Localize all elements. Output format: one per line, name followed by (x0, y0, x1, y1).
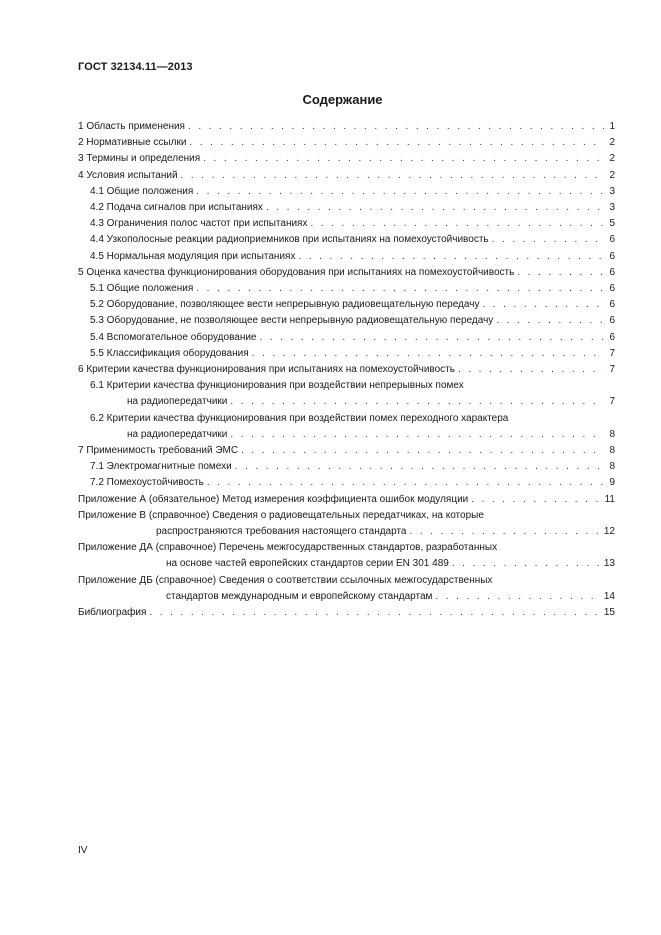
leader-dots (189, 135, 604, 151)
toc-entry-4-2[interactable] (78, 200, 615, 216)
toc-entry-label-line1: Приложение В (справочное) Сведения о радиовещательных передатчиках, на которые (78, 509, 484, 521)
toc-entry-label: Приложение А (обязательное) Метод измерения коэффициента ошибок модуляции (78, 493, 469, 505)
leader-dots (409, 524, 600, 540)
toc-entry-label: 7.2 Помехоустойчивость (90, 477, 204, 489)
toc-entry-5[interactable] (78, 265, 615, 281)
toc-entry-label: 4.5 Нормальная модуляция при испытаниях (90, 250, 296, 262)
table-of-contents (78, 119, 615, 621)
toc-entry-appendix-b[interactable] (78, 508, 615, 540)
leader-dots (482, 297, 604, 313)
toc-entry-label-line2: на основе частей европейских стандартов серии EN 301 489 (166, 558, 449, 570)
leader-dots (181, 168, 604, 184)
toc-entry-label: 5.4 Вспомогательное оборудование (90, 331, 257, 343)
leader-dots (230, 427, 604, 443)
toc-entry-page: 9 (609, 477, 615, 489)
toc-entry-page: 6 (609, 283, 615, 295)
toc-entry-page: 6 (609, 234, 615, 246)
toc-entry-page: 2 (609, 169, 615, 181)
toc-entry-label: 7 Применимость требований ЭМС (78, 445, 239, 457)
leader-dots (196, 184, 604, 200)
toc-entry-label-line2: на радиопередатчики (127, 428, 228, 440)
toc-entry-label: 5.3 Оборудование, не позволяющее вести непрерывную радиовещательную передачу (90, 315, 494, 327)
leader-dots (241, 443, 604, 459)
toc-entry-label: 4.4 Узкополосные реакции радиоприемников при испытаниях на помехоустойчивость (90, 234, 489, 246)
toc-entry-bibliography[interactable] (78, 605, 615, 621)
toc-title: Содержание (302, 92, 383, 107)
toc-entry-page: 13 (603, 558, 615, 570)
toc-entry-label: 6 Критерии качества функционирования при испытаниях на помехоустойчивость (78, 364, 455, 376)
toc-entry-page: 6 (609, 315, 615, 327)
toc-entry-page: 6 (609, 266, 615, 278)
toc-entry-page: 5 (609, 218, 615, 230)
leader-dots (266, 200, 604, 216)
leader-dots (492, 232, 604, 248)
toc-entry-1[interactable] (78, 119, 615, 135)
toc-entry-label-line2: распространяются требования настоящего стандарта (156, 526, 407, 538)
toc-entry-page: 8 (609, 445, 615, 457)
leader-dots (207, 475, 604, 491)
toc-entry-label: 5 Оценка качества функционирования оборудования при испытаниях на помехоустойчивость (78, 266, 515, 278)
leader-dots (203, 151, 604, 167)
toc-entry-6-1[interactable] (78, 378, 615, 410)
toc-entry-page: 15 (603, 607, 615, 619)
toc-entry-2[interactable] (78, 135, 615, 151)
leader-dots (230, 394, 604, 410)
toc-entry-page: 2 (609, 153, 615, 165)
toc-entry-label: 5.5 Классификация оборудования (90, 347, 249, 359)
toc-entry-page: 12 (603, 526, 615, 538)
document-id: ГОСТ 32134.11—2013 (78, 61, 193, 73)
toc-entry-4-4[interactable] (78, 232, 615, 248)
toc-entry-page: 7 (609, 396, 615, 408)
toc-entry-page: 6 (609, 250, 615, 262)
toc-entry-label: 5.2 Оборудование, позволяющее вести непрерывную радиовещательную передачу (90, 299, 480, 311)
toc-entry-6[interactable] (78, 362, 615, 378)
toc-entry-appendix-da[interactable] (78, 540, 615, 572)
toc-entry-5-3[interactable] (78, 313, 615, 329)
leader-dots (458, 362, 604, 378)
toc-entry-page: 11 (604, 493, 615, 505)
toc-entry-label: 3 Термины и определения (78, 153, 201, 165)
toc-entry-appendix-db[interactable] (78, 573, 615, 605)
toc-entry-page: 1 (609, 121, 615, 132)
leader-dots (496, 313, 604, 329)
toc-entry-page: 8 (609, 428, 615, 440)
toc-entry-5-2[interactable] (78, 297, 615, 313)
toc-entry-5-1[interactable] (78, 281, 615, 297)
toc-entry-7-1[interactable] (78, 459, 615, 475)
toc-entry-page: 3 (609, 185, 615, 197)
toc-entry-label: 2 Нормативные ссылки (78, 137, 187, 149)
toc-entry-label: Библиография (78, 607, 147, 619)
leader-dots (260, 330, 605, 346)
toc-entry-page: 3 (609, 202, 615, 214)
toc-entry-appendix-a[interactable] (78, 492, 615, 508)
toc-entry-page: 7 (609, 364, 615, 376)
toc-entry-4-3[interactable] (78, 216, 615, 232)
toc-entry-7-2[interactable] (78, 475, 615, 491)
toc-entry-5-5[interactable] (78, 346, 615, 362)
toc-entry-label: 4.2 Подача сигналов при испытаниях (90, 202, 263, 214)
leader-dots (196, 281, 604, 297)
toc-entry-page: 8 (609, 461, 615, 473)
leader-dots (310, 216, 604, 232)
toc-entry-4-1[interactable] (78, 184, 615, 200)
toc-entry-label: 4.1 Общие положения (90, 185, 194, 197)
toc-entry-label: 5.1 Общие положения (90, 283, 194, 295)
leader-dots (235, 459, 604, 475)
toc-entry-page: 6 (609, 331, 615, 343)
toc-entry-label: 7.1 Электромагнитные помехи (90, 461, 232, 473)
leader-dots (298, 249, 604, 265)
toc-entry-page: 14 (603, 590, 615, 602)
toc-entry-label: 4.3 Ограничения полос частот при испытаниях (90, 218, 308, 230)
toc-entry-page: 2 (609, 137, 615, 149)
page-number: IV (78, 845, 88, 856)
toc-entry-label-line1: 6.1 Критерии качества функционирования при воздействии непрерывных помех (90, 380, 464, 392)
toc-entry-page: 7 (609, 347, 615, 359)
toc-entry-label: 4 Условия испытаний (78, 169, 178, 181)
toc-entry-label-line1: Приложение ДА (справочное) Перечень межгосударственных стандартов, разработанных (78, 542, 498, 554)
toc-entry-4-5[interactable] (78, 249, 615, 265)
toc-entry-4[interactable] (78, 168, 615, 184)
leader-dots (188, 119, 604, 135)
toc-entry-label-line2: на радиопередатчики (127, 396, 228, 408)
leader-dots (517, 265, 604, 281)
toc-entry-6-2[interactable] (78, 411, 615, 443)
leader-dots (252, 346, 604, 362)
toc-entry-5-4[interactable] (78, 330, 615, 346)
toc-entry-label-line1: Приложение ДБ (справочное) Сведения о соответствии ссылочных межгосударственных (78, 574, 493, 586)
toc-entry-label-line2: стандартов международным и европейскому стандартам (166, 590, 433, 602)
toc-entry-3[interactable] (78, 151, 615, 167)
leader-dots (149, 605, 600, 621)
toc-entry-page: 6 (609, 299, 615, 311)
leader-dots (452, 556, 601, 572)
leader-dots (471, 492, 601, 508)
toc-entry-label-line1: 6.2 Критерии качества функционирования при воздействии помех переходного характера (90, 412, 509, 424)
toc-entry-7[interactable] (78, 443, 615, 459)
toc-entry-label: 1 Область применения (78, 121, 185, 132)
leader-dots (435, 589, 600, 605)
